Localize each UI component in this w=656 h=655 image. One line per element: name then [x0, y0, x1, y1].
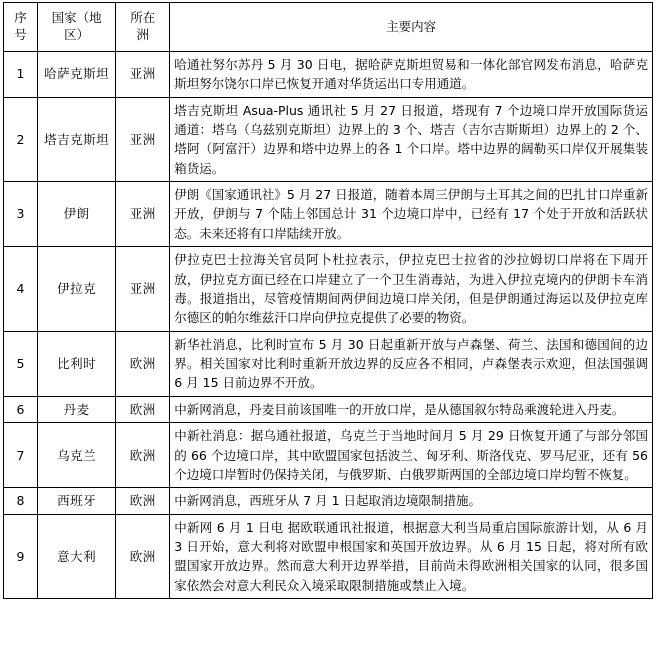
cell-content: 中新社消息：据乌通社报道，乌克兰于当地时间月 5 月 29 日恢复开通了与部分邻国的 66 个边境口岸，其中欧盟国家包括波兰、匈牙利、斯洛伐克、罗马尼亚，还有 56 个边境口岸暂时仍保持关闭，与俄罗斯、白俄罗斯两国的全部边境口岸均暂不恢复。 — [170, 423, 653, 488]
cell-continent: 欧洲 — [116, 514, 170, 599]
cell-country: 乌克兰 — [38, 423, 116, 488]
cell-continent: 亚洲 — [116, 247, 170, 332]
cell-country: 伊朗 — [38, 182, 116, 247]
column-header-country — [38, 3, 116, 52]
cell-country: 比利时 — [38, 331, 116, 396]
table-row — [4, 247, 653, 332]
cell-index: 1 — [4, 51, 38, 97]
cell-index: 7 — [4, 423, 38, 488]
cell-country: 西班牙 — [38, 488, 116, 514]
column-header-index — [4, 3, 38, 52]
border-reopening-table — [3, 2, 653, 599]
table-header — [4, 3, 653, 52]
cell-index: 8 — [4, 488, 38, 514]
cell-content: 中新网消息，西班牙从 7 月 1 日起取消边境限制措施。 — [170, 488, 653, 514]
table-row — [4, 514, 653, 599]
cell-country: 丹麦 — [38, 396, 116, 422]
cell-content: 伊拉克巴士拉海关官员阿卜杜拉表示，伊拉克巴士拉省的沙拉姆切口岸将在下周开放，伊拉克方面已经在口岸建立了一个卫生消毒站，为进入伊拉克境内的伊朗卡车消毒。报道指出，尽管疫情期间两伊间边境口岸关闭，但是伊朗通过海运以及伊拉克库尔德区的帕尔维兹汗口岸向伊拉克提供了必要的物资。 — [170, 247, 653, 332]
table-header-row — [4, 3, 653, 52]
cell-continent: 亚洲 — [116, 51, 170, 97]
column-header-continent-line1: 所在 — [130, 10, 156, 25]
column-header-continent — [116, 3, 170, 52]
cell-country: 伊拉克 — [38, 247, 116, 332]
cell-country: 哈萨克斯坦 — [38, 51, 116, 97]
cell-index: 3 — [4, 182, 38, 247]
table-body — [4, 51, 653, 598]
cell-index: 9 — [4, 514, 38, 599]
cell-content: 伊朗《国家通讯社》5 月 27 日报道，随着本周三伊朗与土耳其之间的巴扎甘口岸重新开放，伊朗与 7 个陆上邻国总计 31 个边境口岸中，已经有 17 个处于开放和活跃状态。未来还将有口岸陆续开放。 — [170, 182, 653, 247]
table-row — [4, 331, 653, 396]
cell-content: 中新网消息，丹麦目前该国唯一的开放口岸，是从德国叙尔特岛乘渡轮进入丹麦。 — [170, 396, 653, 422]
cell-content: 新华社消息，比利时宣布 5 月 30 日起重新开放与卢森堡、荷兰、法国和德国间的边界。相关国家对比利时重新开放边界的反应各不相同，卢森堡表示欢迎，但法国强调 6 月 15 日前边界不开放。 — [170, 331, 653, 396]
cell-index: 6 — [4, 396, 38, 422]
cell-continent: 欧洲 — [116, 488, 170, 514]
table-row — [4, 396, 653, 422]
column-header-index-line2: 号 — [14, 26, 27, 42]
column-header-index-line1: 序 — [14, 10, 27, 25]
column-header-country-line1: 国家（地 — [51, 10, 102, 25]
table-row — [4, 97, 653, 182]
cell-index: 2 — [4, 97, 38, 182]
table-row — [4, 488, 653, 514]
cell-content: 哈通社努尔苏丹 5 月 30 日电，据哈萨克斯坦贸易和一体化部官网发布消息，哈萨克斯坦努尔饶尔口岸已恢复开通对华货运出口专用通道。 — [170, 51, 653, 97]
column-header-continent-line2: 洲 — [136, 26, 149, 42]
cell-continent: 欧洲 — [116, 396, 170, 422]
cell-index: 4 — [4, 247, 38, 332]
cell-content: 塔吉克斯坦 Asua-Plus 通讯社 5 月 27 日报道，塔现有 7 个边境口岸开放国际货运通道：塔乌（乌兹别克斯坦）边界上的 3 个、塔吉（吉尔吉斯斯坦）边界上的 2 个、塔阿（阿富汗）边界和塔中边界上的各 1 个口岸。塔中边界的阔勒买口岸仅开展集装箱货运。 — [170, 97, 653, 182]
cell-continent: 亚洲 — [116, 182, 170, 247]
cell-index: 5 — [4, 331, 38, 396]
cell-continent: 欧洲 — [116, 423, 170, 488]
column-header-country-line2: 区） — [64, 26, 90, 42]
table-row — [4, 423, 653, 488]
cell-country: 意大利 — [38, 514, 116, 599]
cell-content: 中新网 6 月 1 日电 据欧联通讯社报道，根据意大利当局重启国际旅游计划，从 6 月 3 日开始，意大利将对欧盟申根国家和英国开放边界。从 6 月 15 日起，将对所有欧盟国家开放边界。然而意大利开边界举措，目前尚未得欧洲相关国家的认同，很多国家依然会对意大利民众入境采取限制措施或禁止入境。 — [170, 514, 653, 599]
cell-continent: 亚洲 — [116, 97, 170, 182]
column-header-content: 主要内容 — [170, 3, 653, 52]
table-row — [4, 182, 653, 247]
cell-continent: 欧洲 — [116, 331, 170, 396]
cell-country: 塔吉克斯坦 — [38, 97, 116, 182]
table-row — [4, 51, 653, 97]
